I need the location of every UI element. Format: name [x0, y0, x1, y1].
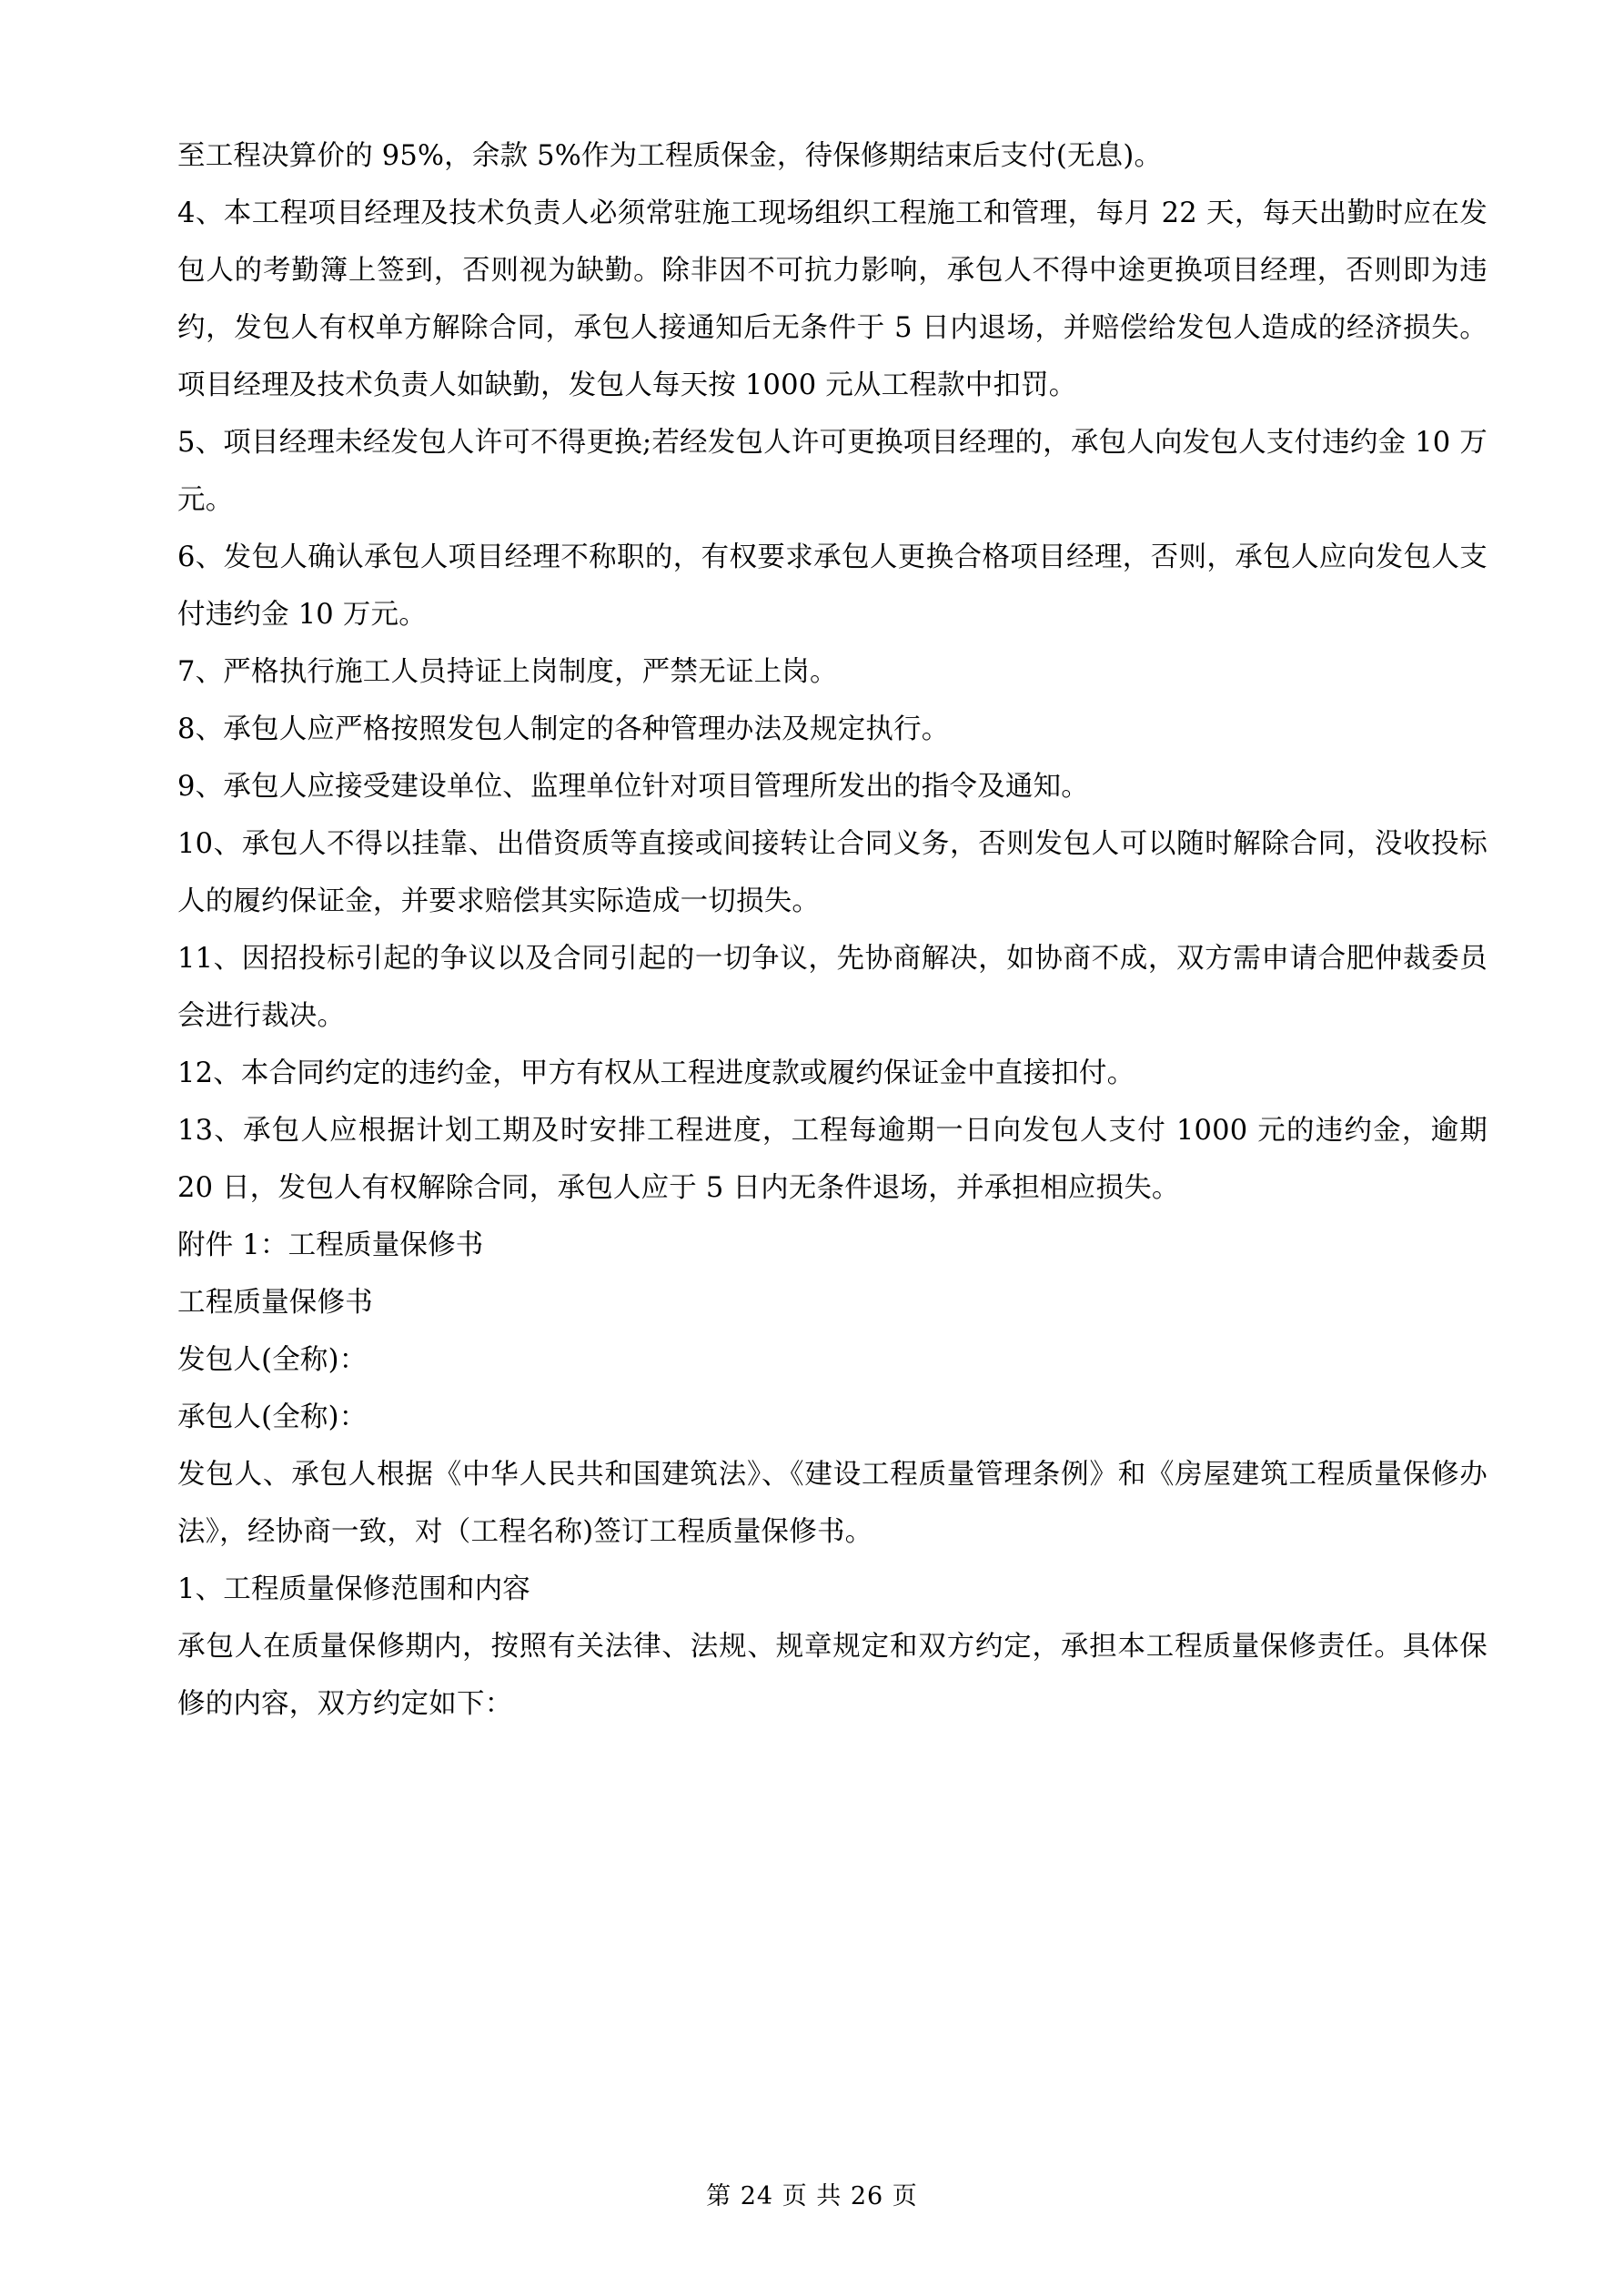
- paragraph: 10、承包人不得以挂靠、出借资质等直接或间接转让合同义务，否则发包人可以随时解除合同，没收投标人的履约保证金，并要求赔偿其实际造成一切损失。: [177, 828, 1488, 917]
- document-body: [177, 127, 1488, 1733]
- paragraph: 5、项目经理未经发包人许可不得更换;若经发包人许可更换项目经理的，承包人向发包人支付违约金 10 万元。: [177, 427, 1488, 516]
- paragraph: 4、本工程项目经理及技术负责人必须常驻施工现场组织工程施工和管理，每月 22 天，每天出勤时应在发包人的考勤簿上签到，否则视为缺勤。除非因不可抗力影响，承包人不得中途更换项目经理，否则即为违约，发包人有权单方解除合同，承包人接通知后无条件于 5 日内退场，并赔偿给发包人造成的经济损失。项目经理及技术负责人如缺勤，发包人每天按 1000 元从工程款中扣罚。: [177, 197, 1488, 401]
- paragraph: 至工程决算价的 95%，余款 5%作为工程质保金，待保修期结束后支付(无息)。: [177, 140, 1163, 172]
- paragraph: 12、本合同约定的违约金，甲方有权从工程进度款或履约保证金中直接扣付。: [177, 1057, 1135, 1089]
- paragraph: 13、承包人应根据计划工期及时安排工程进度，工程每逾期一日向发包人支付 1000 元的违约金，逾期 20 日，发包人有权解除合同，承包人应于 5 日内无条件退场，并承担相应损失。: [177, 1115, 1488, 1204]
- paragraph: 8、承包人应严格按照发包人制定的各种管理办法及规定执行。: [177, 713, 950, 745]
- paragraph: 6、发包人确认承包人项目经理不称职的，有权要求承包人更换合格项目经理，否则，承包人应向发包人支付违约金 10 万元。: [177, 541, 1488, 631]
- paragraph: 7、严格执行施工人员持证上岗制度，严禁无证上岗。: [177, 656, 838, 688]
- paragraph: 承包人在质量保修期内，按照有关法律、法规、规章规定和双方约定，承担本工程质量保修责任。具体保修的内容，双方约定如下：: [177, 1631, 1488, 1720]
- attachment-title: 附件 1：工程质量保修书: [177, 1229, 484, 1261]
- employer-name-line: 发包人(全称)：: [177, 1344, 368, 1376]
- paragraph: 11、因招投标引起的争议以及合同引起的一切争议，先协商解决，如协商不成，双方需申请合肥仲裁委员会进行裁决。: [177, 943, 1488, 1032]
- paragraph: 发包人、承包人根据《中华人民共和国建筑法》、《建设工程质量管理条例》和《房屋建筑工程质量保修办法》，经协商一致，对（工程名称)签订工程质量保修书。: [177, 1459, 1488, 1548]
- contractor-name-line: 承包人(全称)：: [177, 1401, 368, 1433]
- paragraph: 9、承包人应接受建设单位、监理单位针对项目管理所发出的指令及通知。: [177, 771, 1090, 803]
- section-heading: 1、工程质量保修范围和内容: [177, 1573, 531, 1605]
- warranty-heading: 工程质量保修书: [177, 1287, 373, 1319]
- page-footer: 第 24 页 共 26 页: [706, 2182, 918, 2210]
